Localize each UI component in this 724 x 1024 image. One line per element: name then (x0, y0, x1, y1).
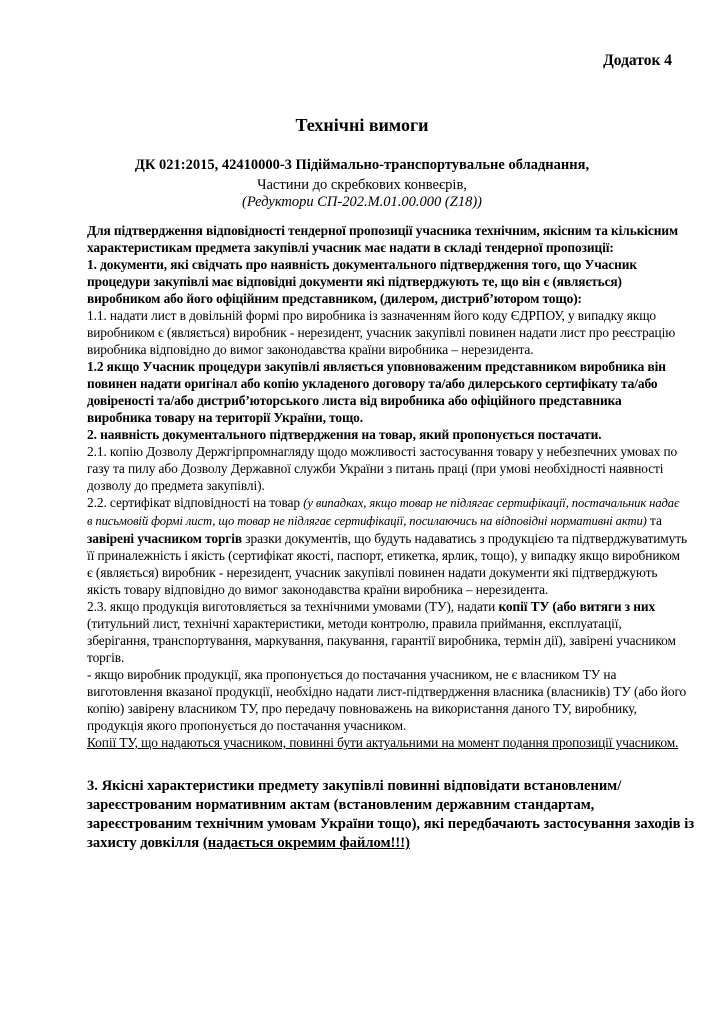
section-2-1: 2.1. копію Дозволу Держгірпромнагляду щодо можливості застосування товару у небезпечних умовах по газу та пилу або Дозволу Державної служби України з питань праці (при умові необхідності наявності дозволу до предмета закупівлі). (87, 444, 678, 493)
section-2-3 (87, 598, 687, 666)
section-3-separate-file-note: (надається окремим файлом!!!) (202, 835, 410, 851)
section-2-2-text-b: та (646, 513, 662, 528)
section-2-2-italic-note: (у випадках, якщо товар не підлягає сертифікації, постачальник надає в письмовій формі лист, що товар не підлягає сертифікації, посилаючись на відповідні нормативні акти) (87, 496, 680, 528)
section-3-paragraph (87, 777, 697, 853)
section-2-2-text-c: зразки документів, що будуть надаватись з продукцією та підтверджуватимуть її приналежність і якість (сертифікат якості, паспорт, етикетка, ярлик, тощо), у випадку якщо виробником є (являється) виробник - нерезидент, учасник закупівлі повинен надати документи які підтверджують якість товару відповідно до вимог законодавства країни виробника – нерезидента. (87, 531, 688, 597)
subtitle-code: ДК 021:2015, 42410000-3 Підіймально-транспортувальне обладнання, (134, 157, 590, 173)
section-1-2: 1.2 якщо Учасник процедури закупівлі являється уповноваженим представником виробника він повинен надати оригінал або копію укладеного договору та/або дилерського сертифікату та/або довіреності та/або дистриб’юторського листа від виробника або офіційного представника виробника товару на території України, тощо. (87, 359, 666, 425)
section-2-3-bold: копії ТУ (або витяги з них (498, 599, 656, 614)
section-3-text (87, 777, 697, 853)
document-title: Технічні вимоги (295, 115, 429, 135)
intro-paragraph: Для підтвердження відповідності тендерної пропозиції учасника технічним, якісним та кількісним характеристикам предмета закупівлі учасник має надати в складі тендерної пропозиції: (87, 223, 679, 255)
section-2-4: - якщо виробник продукції, яка пропонується до постачання учасником, не є власником ТУ на виготовлення вказаної продукції, необхідно надати лист-підтвердження власника (власників) ТУ (або його копію) завірену власником ТУ, про передачу повноважень на використання даного ТУ, виробнику, продукція якого пропонується до постачання учасником. (87, 667, 687, 733)
section-3-main: 3. Якісні характеристики предмету закупівлі повинні відповідати встановленим/зареєстрованим нормативним актам (встановленим державним стандартам, зареєстрованим технічним умовам України тощо), які передбачають застосування заходів із захисту довкілля (87, 778, 695, 851)
annex-number: Додаток 4 (603, 52, 672, 69)
section-1-heading: 1. документи, які свідчать про наявність документального підтвердження того, що Учасник процедури закупівлі має відповідні документи які підтверджують те, що він є (являється) виробником або його офіційним представником, (дилером, дистриб’ютором тощо): (87, 257, 637, 306)
section-2-3-text-b: (титульний лист, технічні характеристики, методи контролю, правила приймання, експлуатації, зберігання, транспортування, маркування, пакування, гарантії виробника, термін дії), завірені учасником торгів. (87, 616, 676, 665)
subtitle-category: Частини до скребкових конвеєрів, (257, 177, 467, 193)
section-2-3-text-a: 2.3. якщо продукція виготовляється за технічними умовами (ТУ), надати (87, 599, 499, 614)
section-2-2-bold: завірені учасником торгів (87, 531, 243, 546)
section-1-1: 1.1. надати лист в довільній формі про виробника із зазначенням його коду ЄДРПОУ, у випадку якщо виробником є (являється) виробник - нерезидент, учасник закупівлі повинен надати лист про реєстрацію виробника відповідно до вимог законодавства країни виробника – нерезидента. (87, 308, 676, 357)
requirements-body (87, 222, 687, 751)
subtitle-item: (Редуктори СП-202.М.01.00.000 (Z18)) (242, 194, 482, 210)
section-2-heading: 2. наявність документального підтвердження на товар, який пропонується постачати. (87, 427, 602, 442)
section-2-2-text-a: 2.2. сертифікат відповідності на товар (87, 495, 304, 510)
section-2-2 (87, 494, 687, 598)
section-2-5-underlined: Копії ТУ, що надаються учасником, повинні бути актуальними на момент подання пропозиції учасником. (87, 735, 679, 750)
